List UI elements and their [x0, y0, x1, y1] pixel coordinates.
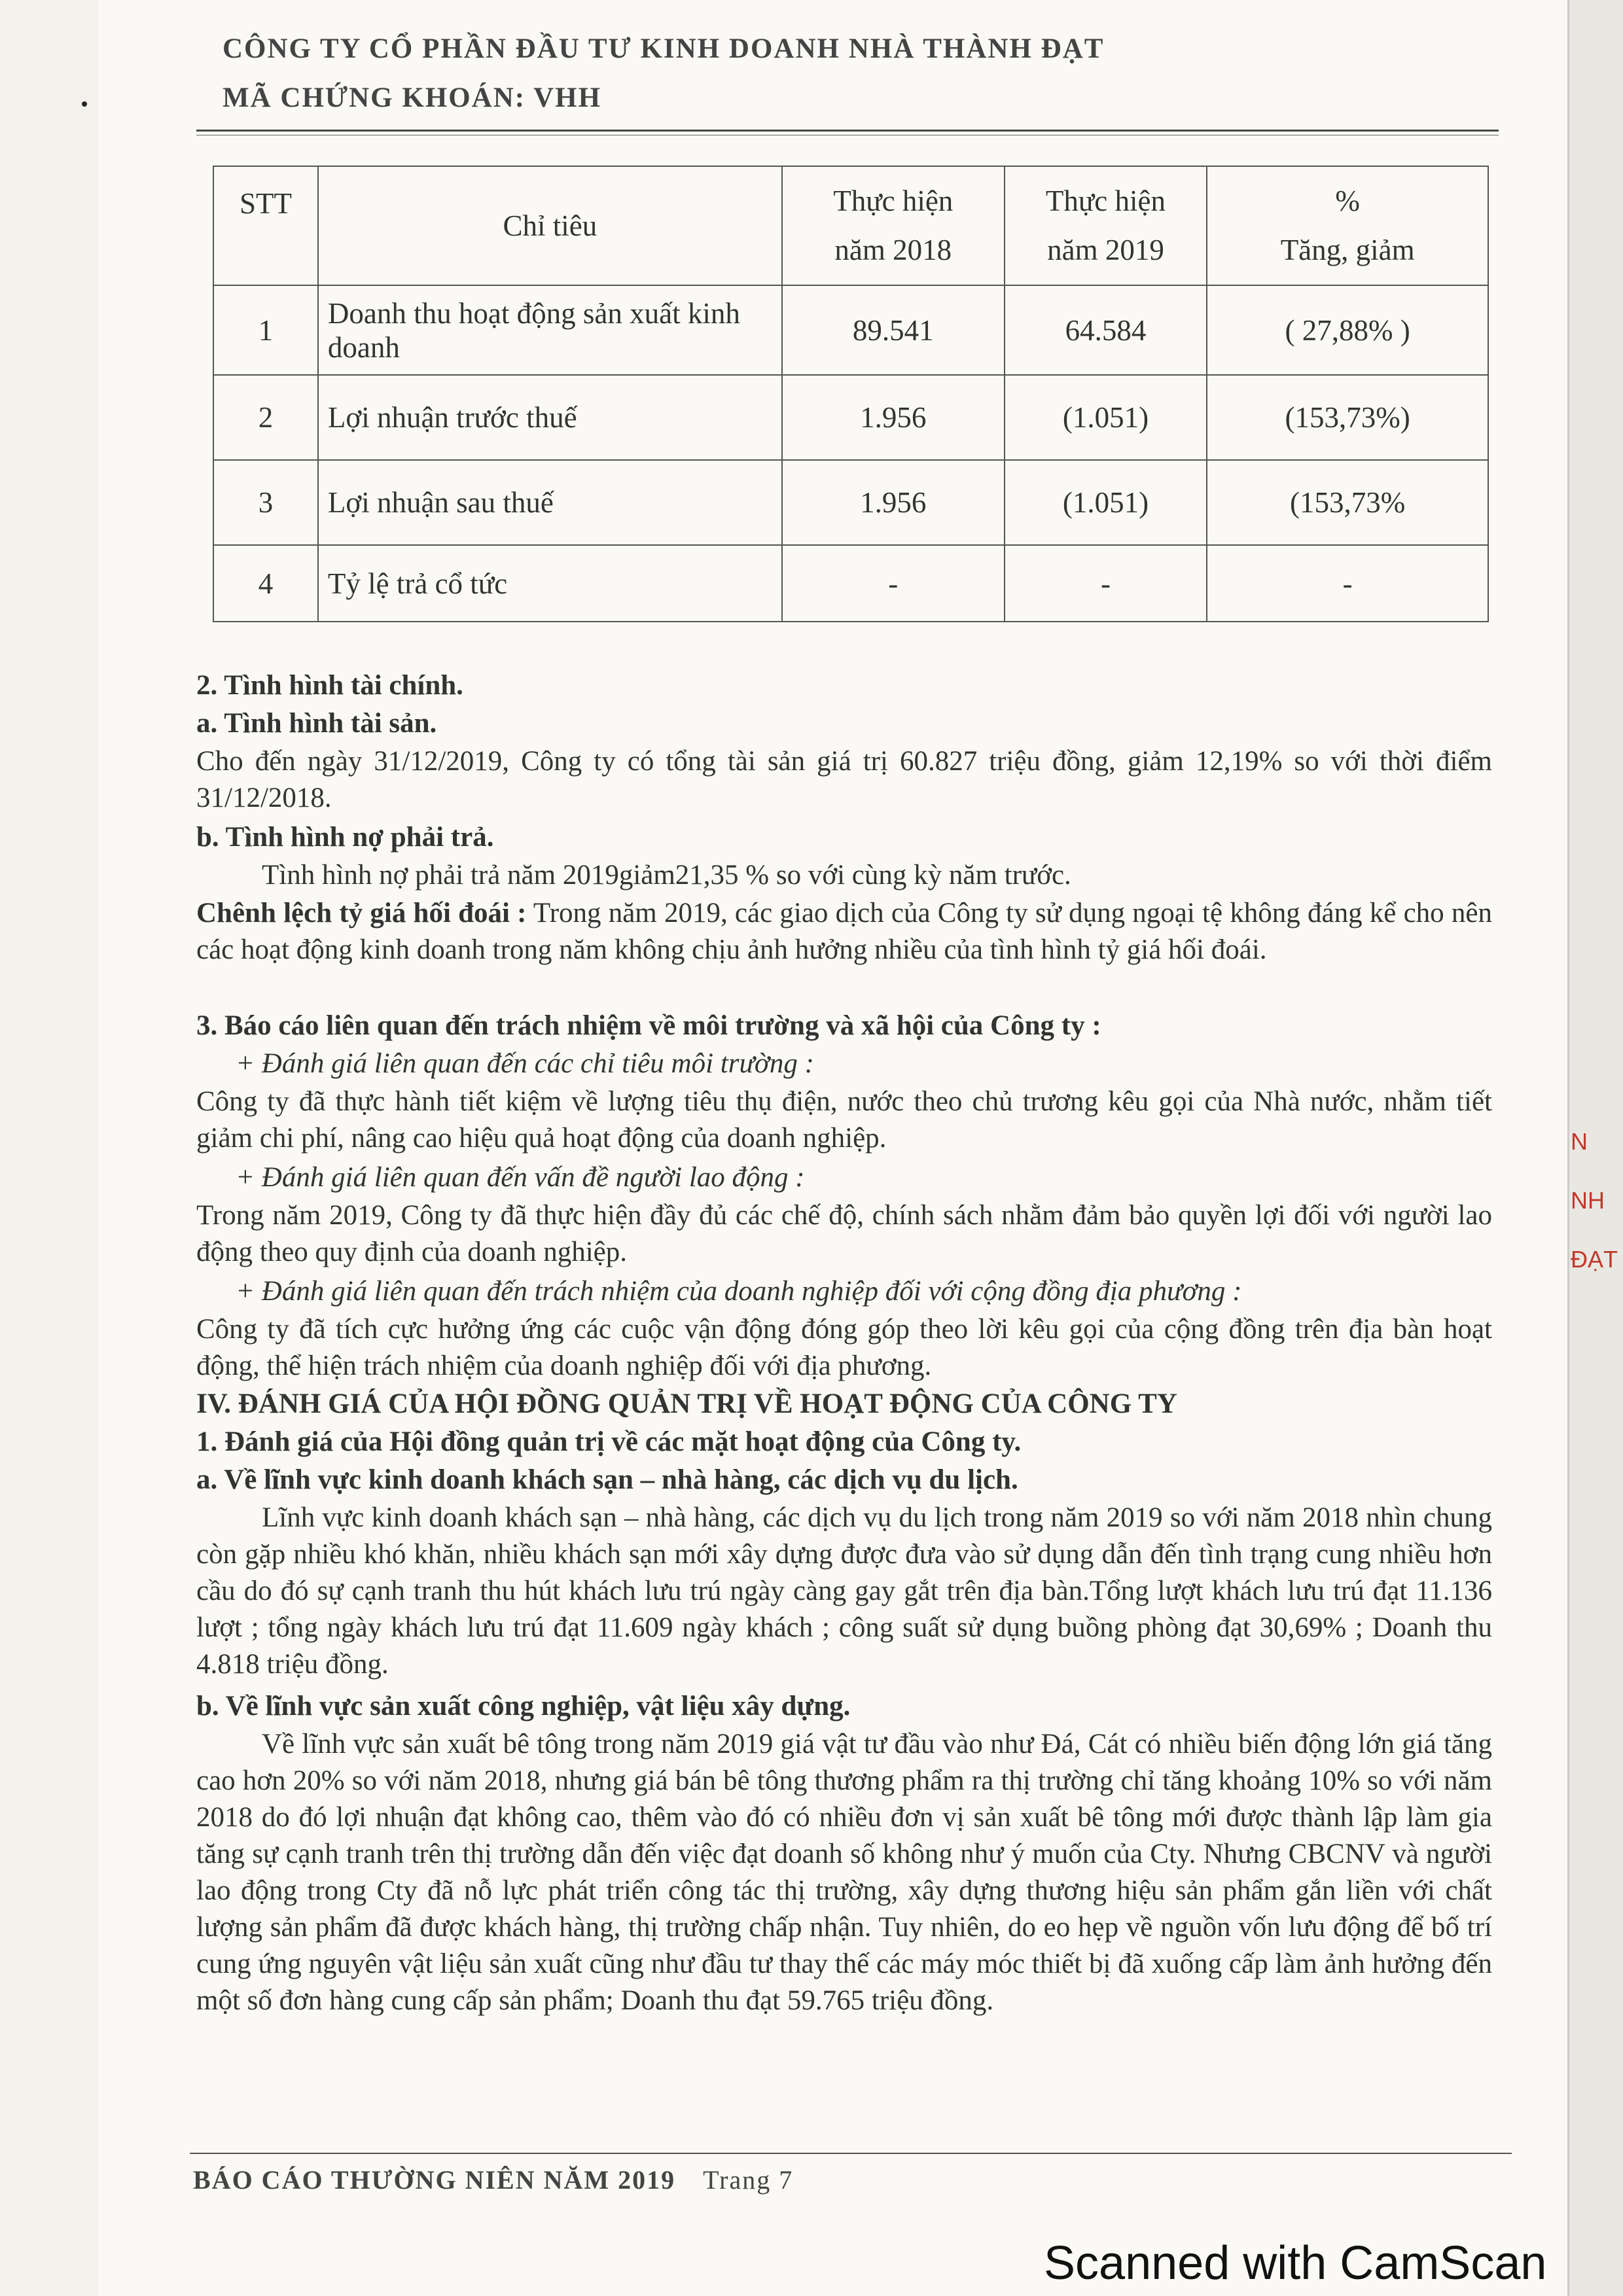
header-2019-line1: Thực hiện	[1045, 185, 1166, 217]
env-label: + Đánh giá liên quan đến các chỉ tiêu môi trường :	[236, 1048, 814, 1079]
cell-2019: (1.051)	[1005, 375, 1207, 460]
header-2018-line2: năm 2018	[834, 234, 952, 266]
stamp-line: N	[1571, 1128, 1588, 1155]
labor-text: Trong năm 2019, Công ty đã thực hiện đầy đủ các chế độ, chính sách nhằm đảm bảo quyền lợi đối với người lao động theo quy định của doanh nghiệp.	[196, 1200, 1492, 1267]
section-2-title: 2. Tình hình tài chính.	[196, 670, 463, 701]
section-4b-title: b. Về lĩnh vực sản xuất công nghiệp, vật liệu xây dựng.	[196, 1691, 851, 1722]
table-row	[213, 375, 1488, 460]
table-row	[213, 545, 1488, 622]
fx-text: Trong năm 2019, các giao dịch của Công ty sử dụng ngoại tệ không đáng kể cho nên các hoạt động kinh doanh trong năm không chịu ảnh hưởng nhiều của tình hình tỷ giá hối đoái.	[196, 898, 1492, 965]
company-name: CÔNG TY CỔ PHẦN ĐẦU TƯ KINH DOANH NHÀ THÀNH ĐẠT	[223, 33, 1105, 64]
footer-report-title: BÁO CÁO THƯỜNG NIÊN NĂM 2019	[193, 2165, 676, 2195]
section-3-title: 3. Báo cáo liên quan đến trách nhiệm về môi trường và xã hội của Công ty :	[196, 1010, 1101, 1041]
header-change-line1: %	[1335, 185, 1360, 217]
margin-dot	[82, 101, 87, 107]
stock-code: MÃ CHỨNG KHOÁN: VHH	[223, 82, 602, 113]
header-stt: STT	[213, 166, 318, 285]
header-2018	[782, 166, 1005, 285]
cell-2018: 1.956	[782, 460, 1005, 545]
scanner-watermark: Scanned with CamScan	[1044, 2237, 1547, 2289]
cell-2018: 1.956	[782, 375, 1005, 460]
labor-label: + Đánh giá liên quan đến vấn đề người lao động :	[236, 1162, 805, 1193]
header-rule	[196, 130, 1499, 132]
community-label: + Đánh giá liên quan đến trách nhiệm của doanh nghiệp đối với cộng đồng địa phương :	[236, 1276, 1242, 1307]
header-indicator: Chỉ tiêu	[318, 166, 782, 285]
section-2a-text: Cho đến ngày 31/12/2019, Công ty có tổng tài sản giá trị 60.827 triệu đồng, giảm 12,19% so với thời điểm 31/12/2018.	[196, 746, 1492, 813]
header-2019-line2: năm 2019	[1047, 234, 1164, 266]
cell-indicator: Lợi nhuận trước thuế	[318, 375, 782, 460]
cell-2018: 89.541	[782, 285, 1005, 375]
cell-2019: -	[1005, 545, 1207, 622]
stamp-line: ĐẠT	[1571, 1246, 1618, 1273]
cell-2019: 64.584	[1005, 285, 1207, 375]
page-edge-line	[1567, 0, 1569, 2296]
cell-change: -	[1207, 545, 1488, 622]
table-row	[213, 285, 1488, 375]
cell-change: (153,73%)	[1207, 375, 1488, 460]
env-text: Công ty đã thực hành tiết kiệm về lượng tiêu thụ điện, nước theo chủ trương kêu gọi của Nhà nước, nhằm tiết giảm chi phí, nâng cao hiệu quả hoạt động của doanh nghiệp.	[196, 1086, 1492, 1154]
header-change	[1207, 166, 1488, 285]
section-2a-title: a. Tình hình tài sản.	[196, 708, 437, 739]
cell-stt: 1	[213, 285, 318, 375]
community-text: Công ty đã tích cực hưởng ứng các cuộc vận động đóng góp theo lời kêu gọi của cộng đồng trên địa bàn hoạt động, thể hiện trách nhiệm của doanh nghiệp đối với địa phương.	[196, 1314, 1492, 1381]
stamp-line: NH	[1571, 1187, 1605, 1214]
cell-2019: (1.051)	[1005, 460, 1207, 545]
footer	[193, 2164, 793, 2195]
header-2018-line1: Thực hiện	[833, 185, 954, 217]
section-2b-text: Tình hình nợ phải trả năm 2019giảm21,35 % so với cùng kỳ năm trước.	[262, 860, 1071, 891]
cell-stt: 4	[213, 545, 318, 622]
section-4b-text: Về lĩnh vực sản xuất bê tông trong năm 2019 giá vật tư đầu vào như Đá, Cát có nhiều biến động lớn giá tăng cao hơn 20% so với năm 2018, nhưng giá bán bê tông thương phẩm ra thị trường chỉ tăng khoảng 10% so với năm 2018 do đó lợi nhuận đạt không cao, thêm vào đó có nhiều đơn vị sản xuất bê tông mới được thành lập làm gia tăng sự cạnh tranh trên thị trường dẫn đến việc đạt doanh số không như ý muốn của Cty. Nhưng CBCNV và người lao động trong Cty đã nỗ lực phát triển công tác thị trường, xây dựng thương hiệu sản phẩm gắn liền với chất lượng sản phẩm đã được khách hàng, thị trường chấp nhận. Tuy nhiên, do eo hẹp về nguồn vốn lưu động để bố trí cung ứng nguyên vật liệu sản xuất cũng như đầu tư thay thế các máy móc thiết bị đã xuống cấp làm ảnh hưởng đến một số đơn hàng cung cấp sản phẩm; Doanh thu đạt 59.765 triệu đồng.	[196, 1729, 1492, 2016]
table-row	[213, 460, 1488, 545]
header-2019	[1005, 166, 1207, 285]
section-4a-title: a. Về lĩnh vực kinh doanh khách sạn – nhà hàng, các dịch vụ du lịch.	[196, 1464, 1018, 1495]
cell-stt: 2	[213, 375, 318, 460]
cell-change: (153,73%	[1207, 460, 1488, 545]
cell-indicator: Tỷ lệ trả cổ tức	[318, 545, 782, 622]
footer-page-number: Trang 7	[703, 2165, 794, 2195]
section-2b-title: b. Tình hình nợ phải trả.	[196, 822, 494, 853]
results-table	[213, 166, 1489, 622]
header-change-line2: Tăng, giảm	[1280, 234, 1415, 266]
fx-paragraph	[196, 895, 1492, 968]
cell-indicator: Lợi nhuận sau thuế	[318, 460, 782, 545]
footer-rule	[190, 2153, 1512, 2154]
cell-change: ( 27,88% )	[1207, 285, 1488, 375]
section-4-title: IV. ĐÁNH GIÁ CỦA HỘI ĐỒNG QUẢN TRỊ VỀ HOẠT ĐỘNG CỦA CÔNG TY	[196, 1388, 1177, 1419]
section-4a-text: Lĩnh vực kinh doanh khách sạn – nhà hàng, các dịch vụ du lịch trong năm 2019 so với năm 2018 nhìn chung còn gặp nhiều khó khăn, nhiều khách sạn mới xây dựng được đưa vào sử dụng dẫn đến tình trạng cung nhiều hơn cầu do đó sự cạnh tranh thu hút khách lưu trú ngày càng gay gắt trên địa bàn.Tổng lượt khách lưu trú đạt 11.136 lượt ; tổng ngày khách lưu trú đạt 11.609 ngày khách ; công suất sử dụng buồng phòng đạt 30,69% ; Doanh thu 4.818 triệu đồng.	[196, 1502, 1492, 1680]
red-stamp-fragment	[1571, 1112, 1623, 1394]
cell-indicator: Doanh thu hoạt động sản xuất kinh doanh	[318, 285, 782, 375]
fx-label: Chênh lệch tỷ giá hối đoái :	[196, 898, 527, 928]
cell-stt: 3	[213, 460, 318, 545]
cell-2018: -	[782, 545, 1005, 622]
table-header-row	[213, 166, 1488, 285]
section-4-1-title: 1. Đánh giá của Hội đồng quản trị về các mặt hoạt động của Công ty.	[196, 1426, 1022, 1457]
